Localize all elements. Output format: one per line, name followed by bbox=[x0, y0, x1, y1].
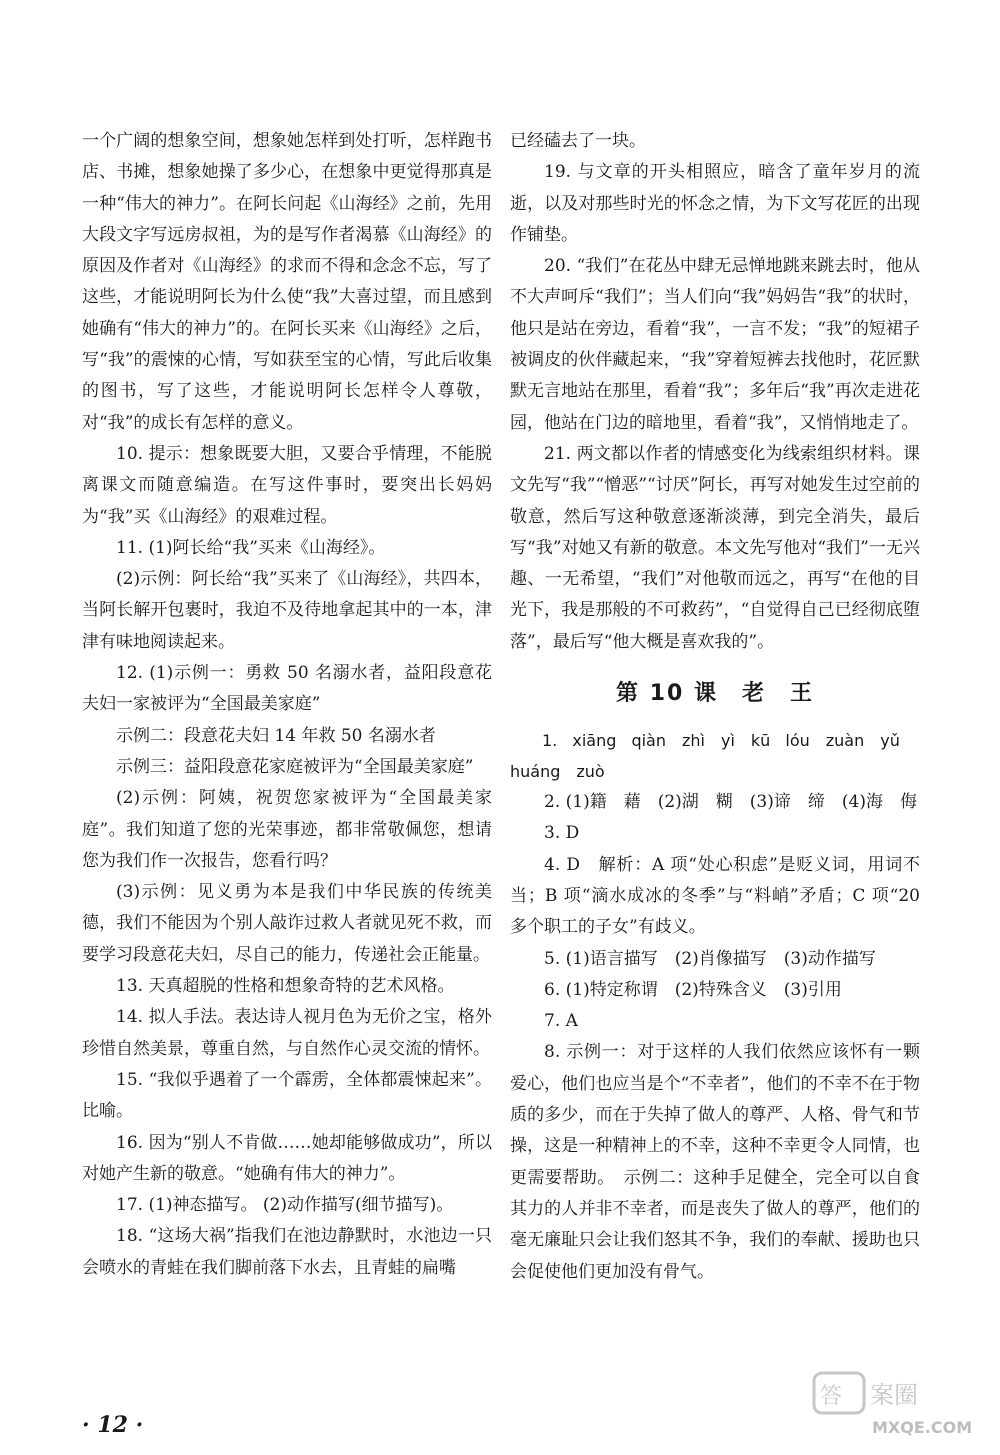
answer-12-example3: 示例三：益阳段意花家庭被评为“全国最美家庭” bbox=[116, 756, 474, 777]
answer-12-example2: 示例二：段意花夫妇 14 年救 50 名溺水者 bbox=[116, 725, 436, 746]
answer-l10-4: 4. D 解析：A 项“处心积虑”是贬义词，用词不当；B 项“滴水成冰的冬季”与“料峭”矛盾；C 项“20 多个职工的子女”有歧义。 bbox=[510, 854, 920, 938]
watermark-logo bbox=[812, 1371, 982, 1441]
pinyin-line-1: 1. xiāng qiàn zhì yì kū lóu zuàn yǔ bbox=[542, 731, 900, 751]
answer-11-1: 11. (1)阿长给“我”买来《山海经》。 bbox=[116, 537, 386, 558]
answer-12-3: (3)示例：见义勇为本是我们中华民族的传统美德，我们不能因为个别人敲诈过救人者就见死不救，而要学习段意花夫妇，尽自己的能力，传递社会正能量。 bbox=[82, 882, 492, 965]
page-number: · 12 · bbox=[82, 1412, 144, 1438]
answer-16: 16. 因为“别人不肯做……她却能够做成功”，所以对她产生新的敬意。“她确有伟大的神力”。 bbox=[82, 1132, 492, 1184]
answer-17: 17. (1)神态描写。 (2)动作描写(细节描写)。 bbox=[116, 1195, 454, 1216]
left-column bbox=[82, 126, 492, 1284]
answer-13: 13. 天真超脱的性格和想象奇特的艺术风格。 bbox=[116, 976, 455, 997]
svg-text:答: 答 bbox=[820, 1384, 843, 1409]
answer-l10-7: 7. A bbox=[544, 1011, 578, 1032]
answer-18: 18. “这场大祸”指我们在池边静默时，水池边一只会喷水的青蛙在我们脚前落下水去，且青蛙的扁嘴 bbox=[82, 1226, 492, 1278]
paragraph-continuation-right: 已经磕去了一块。 bbox=[510, 131, 646, 151]
paragraph-continuation: 一个广阔的想象空间，想象她怎样到处打听，怎样跑书店、书摊，想象她操了多少心，在想象中更觉得那真是一种“伟大的神力”。在阿长问起《山海经》之前，先用大段文字写远房叔祖，为的是写作者渴慕《山海经》的原因及作者对《山海经》的求而不得和念念不忘，写了这些，才能说明阿长为什么使“我”大喜过望，而且感到她确有“伟大的神力”的。在阿长买来《山海经》之后，写“我”的震悚的心情，写如获至宝的心情，写此后收集的图书，写了这些，才能说明阿长怎样令人尊敬，对“我”的成长有怎样的意义。 bbox=[82, 131, 492, 433]
answer-14: 14. 拟人手法。表达诗人视月色为无价之宝，格外珍惜自然美景，尊重自然，与自然作心灵交流的情怀。 bbox=[82, 1007, 492, 1059]
answer-l10-3: 3. D bbox=[544, 823, 580, 844]
answer-19: 19. 与文章的开头相照应，暗含了童年岁月的流逝，以及对那些时光的怀念之情，为下文写花匠的出现作铺垫。 bbox=[510, 162, 920, 245]
answer-12-1: 12. (1)示例一：勇救 50 名溺水者，益阳段意花夫妇一家被评为“全国最美家庭” bbox=[82, 663, 492, 715]
svg-text:案圈: 案圈 bbox=[870, 1381, 918, 1409]
answer-l10-8: 8. 示例一：对于这样的人我们依然应该怀有一颗爱心，他们也应当是个“不幸者”，他们的不幸不在于物质的多少，而在于失掉了做人的尊严、人格、骨气和节操，这是一种精神上的不幸，这种不幸更令人同情，也更需要帮助。 示例二：这种手足健全，完全可以自食其力的人并非不幸者，而是丧失了做人的尊严，他们的毫无廉耻只会让我们怒其不争，我们的奉献、援助也只会促使他们更加没有骨气。 bbox=[510, 1042, 920, 1282]
answer-21: 21. 两文都以作者的情感变化为线索组织材料。课文先写“我”“憎恶”“讨厌”阿长，再写对她发生过空前的敬意，然后写这种敬意逐渐淡薄，到完全消失，最后写“我”对她又有新的敬意。本文先写他对“我们”一无兴趣、一无希望，“我们”对他敬而远之，再写“在他的目光下，我是那般的不可救药”，“自觉得自己已经彻底堕落”，最后写“他大概是喜欢我的”。 bbox=[510, 443, 920, 652]
pinyin-line-2: huáng zuò bbox=[510, 762, 605, 782]
answer-10: 10. 提示：想象既要大胆，又要合乎情理，不能脱离课文而随意编造。在写这件事时，要突出长妈妈为“我”买《山海经》的艰难过程。 bbox=[82, 443, 492, 527]
lesson-title: 第 10 课 老 王 bbox=[616, 681, 814, 707]
answer-l10-6: 6. (1)特定称谓 (2)特殊含义 (3)引用 bbox=[544, 979, 842, 1000]
answer-11-2: (2)示例：阿长给“我”买来了《山海经》，共四本，当阿长解开包裹时，我迫不及待地拿起其中的一本，津津有味地阅读起来。 bbox=[82, 569, 492, 652]
answer-l10-5: 5. (1)语言描写 (2)肖像描写 (3)动作描写 bbox=[544, 948, 876, 969]
svg-text:MXQE.COM: MXQE.COM bbox=[872, 1418, 973, 1437]
answer-12-2: (2)示例：阿姨，祝贺您家被评为“全国最美家庭”。我们知道了您的光荣事迹，都非常敬佩您，想请您为我们作一次报告，您看行吗？ bbox=[82, 788, 492, 871]
answer-15: 15. “我似乎遇着了一个霹雳，全体都震悚起来”。比喻。 bbox=[82, 1069, 492, 1122]
answer-l10-2: 2. (1)籍 藉 (2)湖 糊 (3)谛 缔 (4)海 侮 bbox=[544, 792, 917, 813]
right-column bbox=[510, 126, 920, 1288]
answer-20: 20. “我们”在花丛中肆无忌惮地跳来跳去时，他从不大声呵斥“我们”；当人们向“我”妈妈告“我”的状时，他只是站在旁边，看着“我”，一言不发；“我”的短裙子被调皮的伙伴藏起来，“我”穿着短裤去找他时，花匠默默无言地站在那里，看着“我”；多年后“我”再次走进花园，他站在门边的暗地里，看着“我”，又悄悄地走了。 bbox=[510, 256, 920, 433]
